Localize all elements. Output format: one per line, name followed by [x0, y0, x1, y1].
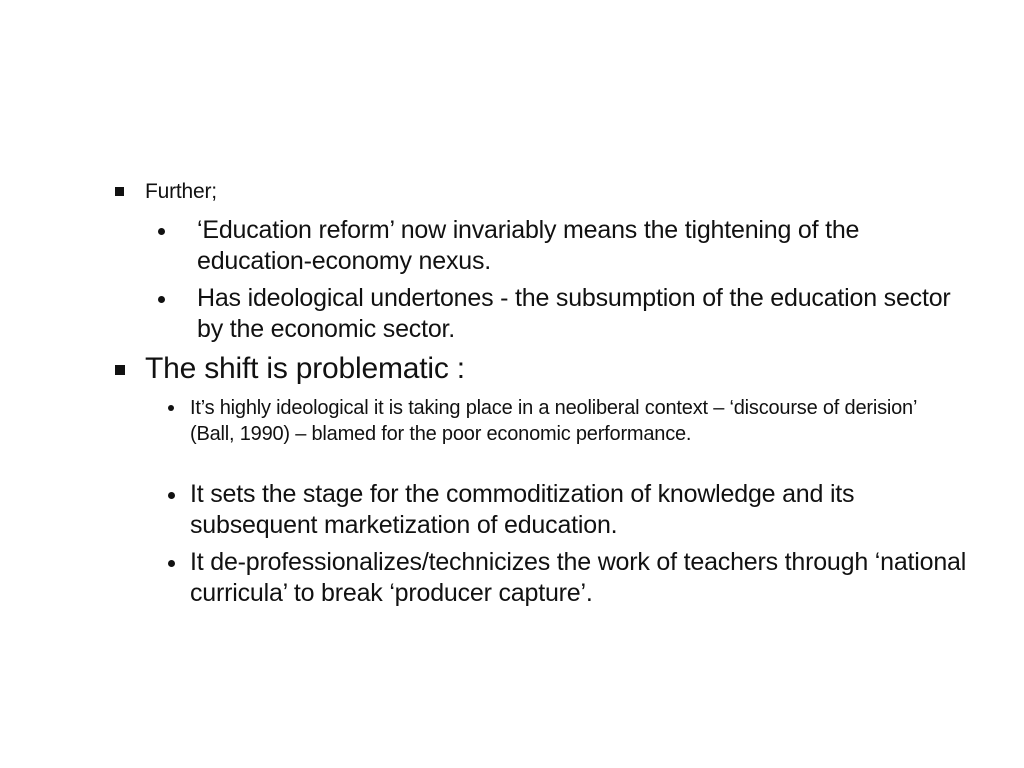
- sub-bullet-text: ‘Education reform’ now invariably means the tightening of the education-economy nexus.: [197, 216, 860, 275]
- round-bullet-icon: [158, 296, 165, 303]
- round-bullet-icon: [168, 405, 174, 411]
- square-bullet-icon: [115, 365, 125, 375]
- bullet-text-shift: The shift is problematic :: [145, 352, 465, 385]
- round-bullet-icon: [168, 560, 175, 567]
- sub-bullet-text: It sets the stage for the commoditization of knowledge and its subsequent marketization of education.: [190, 480, 855, 539]
- round-bullet-icon: [168, 492, 175, 499]
- square-bullet-icon: [115, 187, 124, 196]
- sub-bullet-text: Has ideological undertones - the subsumption of the education sector by the economic sector.: [197, 284, 951, 343]
- bullet-text-further: Further;: [145, 180, 217, 203]
- round-bullet-icon: [158, 228, 165, 235]
- sub-bullet-text: It’s highly ideological it is taking place in a neoliberal context – ‘discourse of derision’ (Ball, 1990) – blamed for the poor economic performance.: [190, 397, 917, 445]
- sub-bullet-text: It de-professionalizes/technicizes the work of teachers through ‘national curricula’ to break ‘producer capture’.: [190, 548, 967, 607]
